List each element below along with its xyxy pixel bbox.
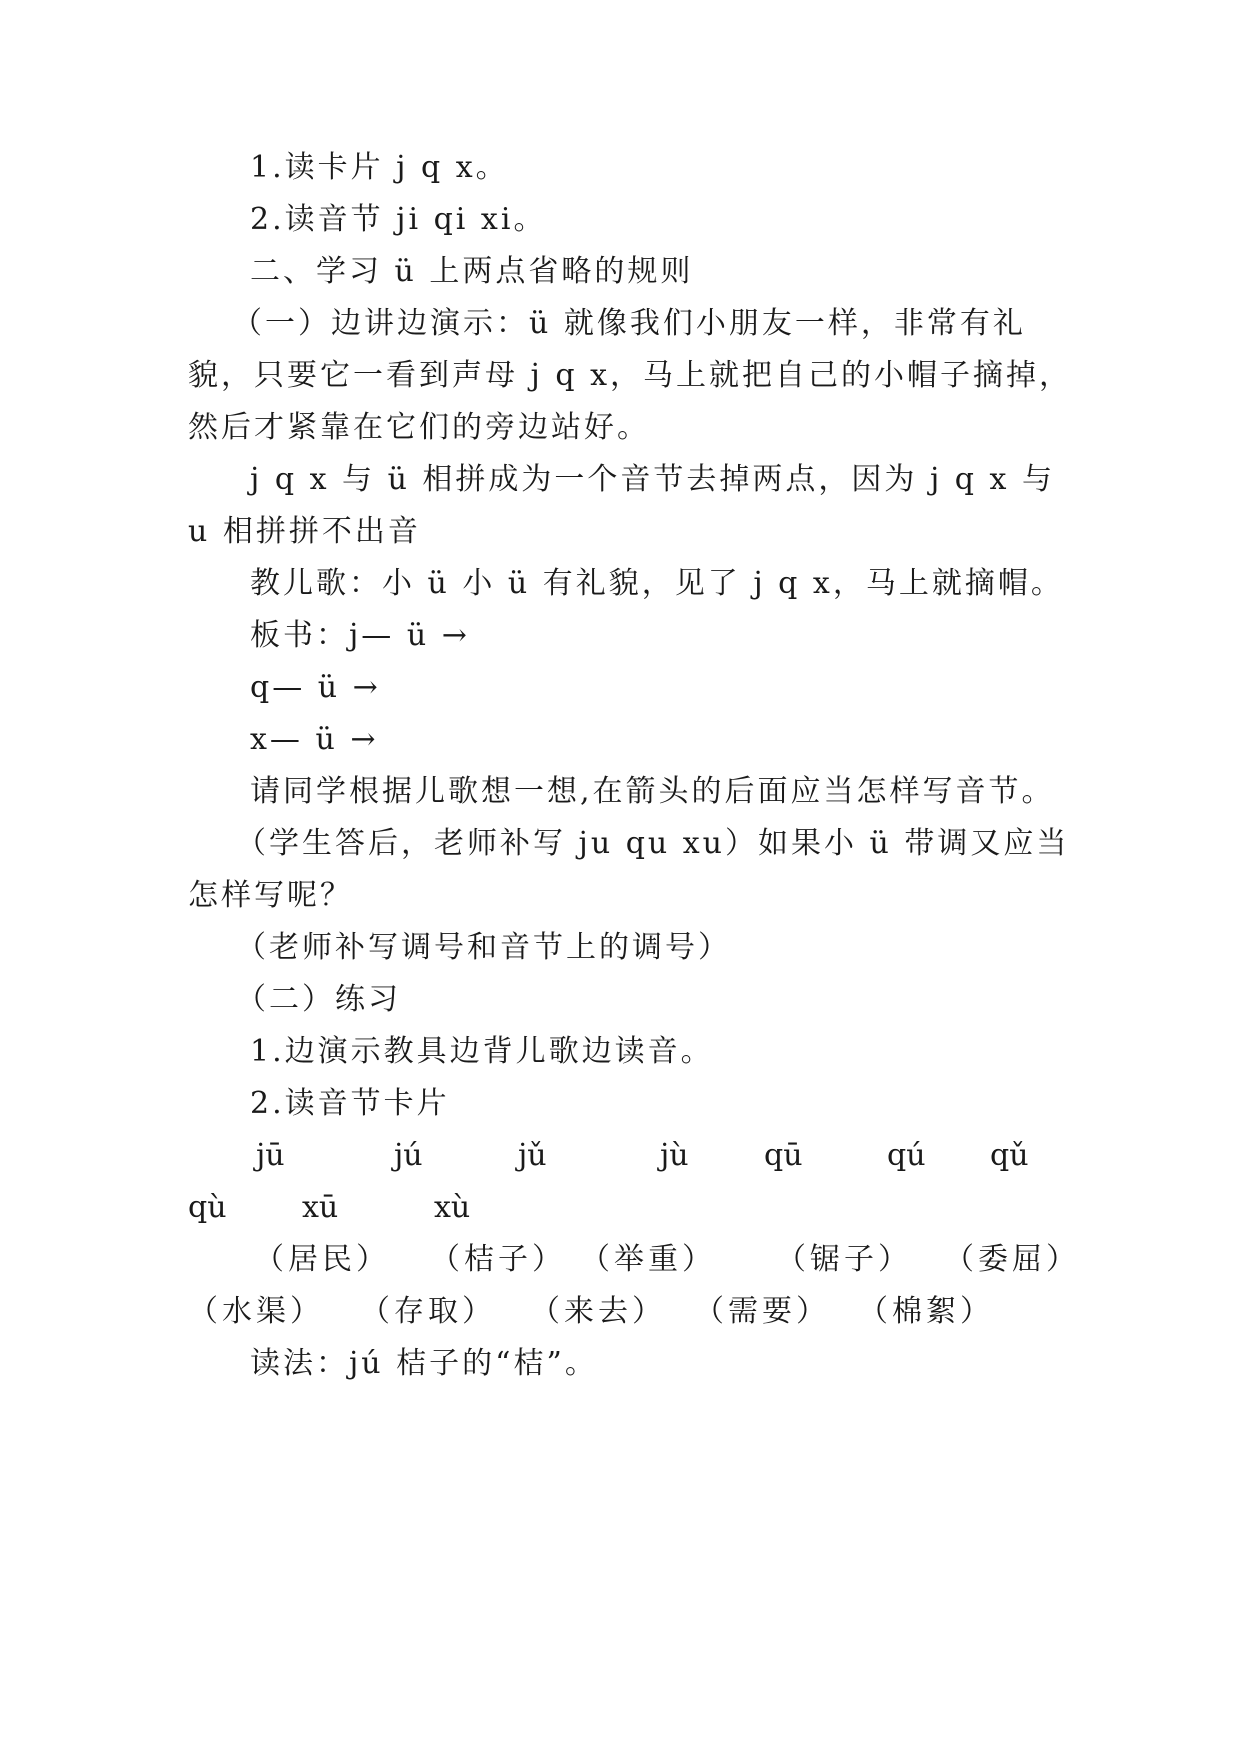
word-row — [0, 1240, 1241, 1280]
pinyin-syllable: xù — [434, 1190, 471, 1225]
pinyin-syllable: qù — [188, 1190, 227, 1225]
text-line: u 相拼拼不出音 — [188, 514, 421, 549]
word-item: （桔子） — [430, 1242, 566, 1277]
text-line: 然后才紧靠在它们的旁边站好。 — [188, 410, 650, 445]
pinyin-syllable: qǔ — [990, 1138, 1029, 1173]
pinyin-syllable: qú — [887, 1138, 926, 1173]
word-item: （居民） — [254, 1242, 390, 1277]
pinyin-syllable: jù — [660, 1138, 689, 1173]
text-line: （学生答后，老师补写 ju qu xu）如果小 ü 带调又应当 — [236, 826, 1070, 861]
text-line: （一）边讲边演示：ü 就像我们小朋友一样，非常有礼 — [232, 306, 1026, 341]
word-item: （需要） — [694, 1294, 830, 1329]
pinyin-row — [0, 1188, 1241, 1228]
pinyin-row — [0, 1136, 1241, 1176]
text-line: 1.边演示教具边背儿歌边读音。 — [250, 1034, 714, 1069]
text-line: 2.读音节 ji qi xi。 — [250, 202, 547, 237]
word-row — [0, 1292, 1241, 1332]
text-line: x— ü → — [250, 722, 379, 757]
text-line: 教儿歌：小 ü 小 ü 有礼貌，见了 j q x，马上就摘帽。 — [250, 566, 1064, 601]
pinyin-syllable: jū — [256, 1138, 285, 1173]
word-item: （委屈） — [944, 1242, 1080, 1277]
pinyin-syllable: qū — [764, 1138, 803, 1173]
word-item: （存取） — [360, 1294, 496, 1329]
text-line: 怎样写呢？ — [188, 878, 353, 913]
word-item: （水渠） — [188, 1294, 324, 1329]
text-line: 貌，只要它一看到声母 j q x，马上就把自己的小帽子摘掉， — [188, 358, 1073, 393]
text-line: q— ü → — [250, 670, 381, 705]
text-line: 2.读音节卡片 — [250, 1086, 450, 1121]
text-line: 读法：jú 桔子的“桔”。 — [250, 1346, 598, 1381]
pinyin-syllable: jǔ — [518, 1138, 547, 1173]
text-line: （老师补写调号和音节上的调号） — [236, 930, 731, 965]
word-item: （锯子） — [776, 1242, 912, 1277]
text-line: 请同学根据儿歌想一想,在箭头的后面应当怎样写音节。 — [250, 774, 1055, 809]
word-item: （棉絮） — [858, 1294, 994, 1329]
pinyin-syllable: xū — [302, 1190, 339, 1225]
word-item: （举重） — [580, 1242, 716, 1277]
word-item: （来去） — [530, 1294, 666, 1329]
text-line: j q x 与 ü 相拼成为一个音节去掉两点，因为 j q x 与 — [250, 462, 1055, 497]
text-line: 板书：j— ü → — [250, 618, 470, 653]
text-line: 1.读卡片 j q x。 — [250, 150, 509, 185]
section-heading: 二、学习 ü 上两点省略的规则 — [250, 254, 694, 289]
pinyin-syllable: jú — [394, 1138, 423, 1173]
section-heading: （二）练习 — [236, 982, 401, 1017]
